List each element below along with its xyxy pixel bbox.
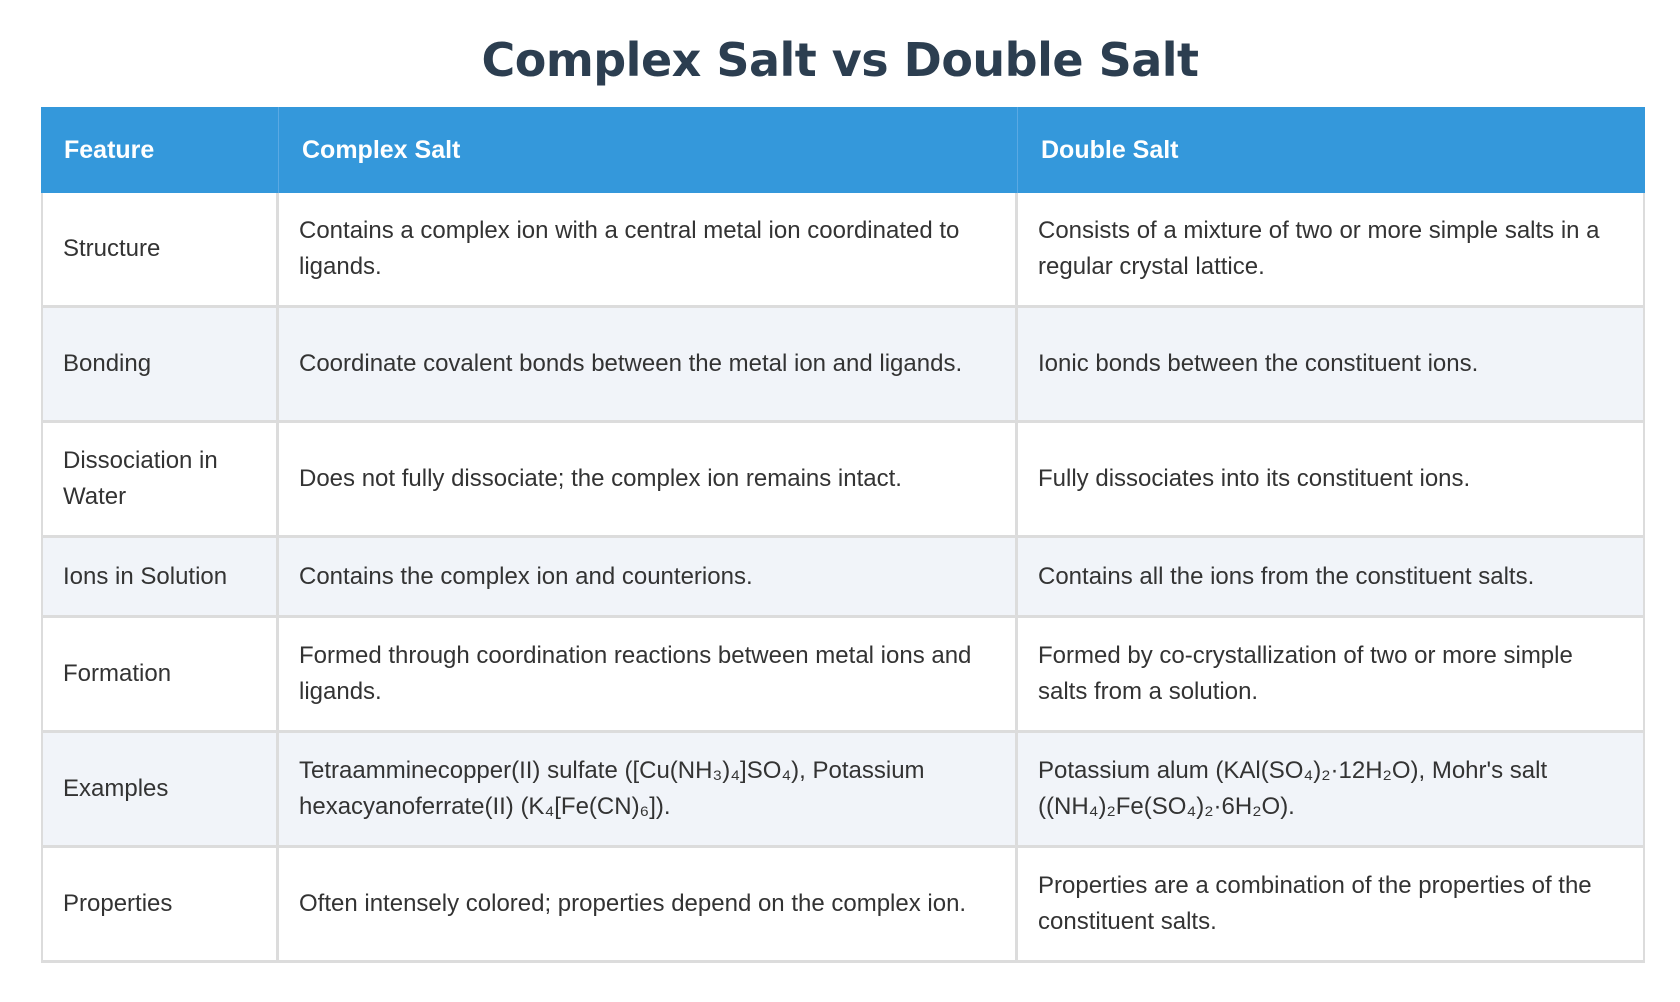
feature-cell: Dissociation in Water xyxy=(41,423,279,538)
complex-salt-cell: Formed through coordination reactions between metal ions and ligands. xyxy=(279,618,1018,733)
feature-cell: Formation xyxy=(41,618,279,733)
complex-salt-cell: Often intensely colored; properties depend on the complex ion. xyxy=(279,848,1018,963)
table-row xyxy=(41,308,1645,423)
double-salt-cell: Properties are a combination of the properties of the constituent salts. xyxy=(1018,848,1645,963)
complex-salt-cell: Contains the complex ion and counterions. xyxy=(279,538,1018,618)
table-row xyxy=(41,733,1645,848)
table-row xyxy=(41,423,1645,538)
complex-salt-cell: Tetraamminecopper(II) sulfate ([Cu(NH₃)₄]SO₄), Potassium hexacyanoferrate(II) (K₄[Fe(CN)₆]). xyxy=(279,733,1018,848)
table-row xyxy=(41,618,1645,733)
table-header xyxy=(41,107,1645,193)
header-complex-salt: Complex Salt xyxy=(279,107,1018,193)
header-feature: Feature xyxy=(41,107,279,193)
complex-salt-cell: Does not fully dissociate; the complex ion remains intact. xyxy=(279,423,1018,538)
table-row xyxy=(41,848,1645,963)
complex-salt-cell: Coordinate covalent bonds between the metal ion and ligands. xyxy=(279,308,1018,423)
double-salt-cell: Consists of a mixture of two or more simple salts in a regular crystal lattice. xyxy=(1018,193,1645,308)
comparison-table-container xyxy=(41,107,1645,963)
feature-cell: Ions in Solution xyxy=(41,538,279,618)
double-salt-cell: Ionic bonds between the constituent ions. xyxy=(1018,308,1645,423)
comparison-table xyxy=(41,107,1645,963)
double-salt-cell: Formed by co-crystallization of two or more simple salts from a solution. xyxy=(1018,618,1645,733)
feature-cell: Examples xyxy=(41,733,279,848)
page-title: Complex Salt vs Double Salt xyxy=(481,33,1199,87)
double-salt-cell: Potassium alum (KAl(SO₄)₂·12H₂O), Mohr's salt ((NH₄)₂Fe(SO₄)₂·6H₂O). xyxy=(1018,733,1645,848)
header-double-salt: Double Salt xyxy=(1018,107,1645,193)
table-body xyxy=(41,193,1645,963)
table-row xyxy=(41,538,1645,618)
feature-cell: Bonding xyxy=(41,308,279,423)
table-row xyxy=(41,193,1645,308)
feature-cell: Properties xyxy=(41,848,279,963)
header-row xyxy=(41,107,1645,193)
complex-salt-cell: Contains a complex ion with a central metal ion coordinated to ligands. xyxy=(279,193,1018,308)
double-salt-cell: Fully dissociates into its constituent ions. xyxy=(1018,423,1645,538)
double-salt-cell: Contains all the ions from the constituent salts. xyxy=(1018,538,1645,618)
feature-cell: Structure xyxy=(41,193,279,308)
